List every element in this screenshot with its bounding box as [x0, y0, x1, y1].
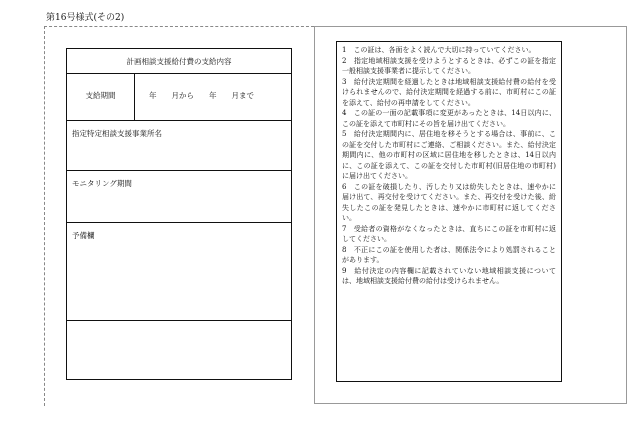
note-item: 3 給付決定期間を経過したときは地域相談支援給付費の給付を受けられませんので、給付決定期間を経過する前に、市町村にこの証を添えて、給付の再申請をしてください。	[342, 77, 556, 107]
fold-line-horizontal	[44, 26, 314, 27]
note-item: 9 給付決定の内容欄に記載されていない地域相談支援については、地域相談支援給付費の給付は受けられません。	[342, 266, 556, 285]
period-row	[67, 74, 291, 121]
form-number: 第16号様式(その2)	[46, 13, 125, 23]
note-item: 1 この証は、各面をよく読んで大切に持っていてください。	[342, 46, 536, 54]
period-label: 支給期間	[85, 91, 116, 100]
note-item: 2 指定地域相談支援を受けようとするときは、必ずこの証を指定一般相談支援事業者に提示してください。	[342, 56, 556, 75]
office-label: 指定特定相談支援事業所名	[72, 129, 162, 138]
remarks-label: 予備欄	[72, 231, 95, 240]
period-dates: 年 月から 年 月まで	[149, 91, 254, 100]
note-item: 8 不正にこの証を使用した者は、関係法令により処罰されることがあります。	[342, 245, 556, 264]
table-title-row	[67, 49, 291, 74]
table-title: 計画相談支援給付費の支給内容	[126, 57, 232, 66]
blank-row	[67, 321, 291, 379]
office-row	[67, 121, 291, 171]
note-item: 4 この証の一面の記載事項に変更があったときは、14日以内に、この証を添えて市町村にその旨を届け出てください。	[342, 109, 556, 128]
notes-box	[336, 41, 562, 382]
period-label-cell	[67, 74, 135, 120]
benefit-content-table	[66, 48, 292, 380]
monitoring-row	[67, 171, 291, 223]
notes-list	[342, 45, 556, 287]
monitoring-label: モニタリング期間	[72, 179, 132, 188]
note-item: 7 受給者の資格がなくなったときは、直ちにこの証を市町村に返してください。	[342, 224, 556, 243]
note-item: 6 この証を破損したり、汚したり又は紛失したときは、速やかに届け出て、再交付を受けてください。また、再交付を受けた後、紛失したこの証を発見したときは、速やかに市町村に返してください。	[342, 182, 556, 222]
note-item: 5 給付決定期間内に、居住地を移そうとする場合は、事前に、この証を交付した市町村にご連絡、ご相談ください。また、給付決定期間内に、他の市町村の区域に居住地を移したときは、14日以内に、この証を添えて、この証を交付した市町村(旧居住地の市町村)に届け出てください。	[342, 130, 556, 180]
fold-line-vertical	[44, 26, 45, 406]
remarks-row	[67, 223, 291, 321]
